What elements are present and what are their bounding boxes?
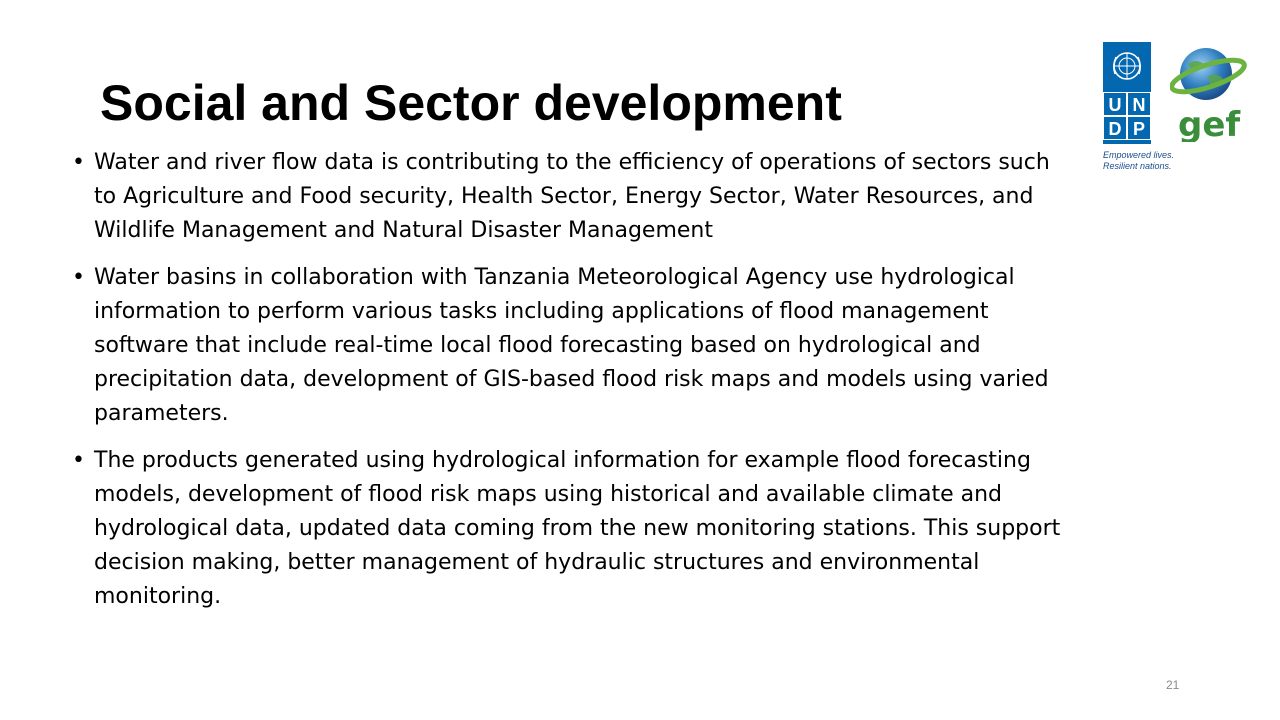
gef-text: gef	[1178, 105, 1241, 142]
undp-tagline-line2: Resilient nations.	[1103, 161, 1172, 171]
bullet-item	[72, 261, 1072, 432]
undp-logo	[1103, 42, 1151, 144]
page-number: 21	[1166, 678, 1180, 692]
undp-letters	[1103, 92, 1151, 140]
bullet-text: Water basins in collaboration with Tanzania Meteorological Agency use hydrological information to perform various tasks including applications of flood management software that include real-time local flood forecasting based on hydrological and precipitation data, development of GIS-based flood risk maps and models using varied parameters.	[94, 264, 1049, 427]
slide-title: Social and Sector development	[100, 75, 842, 131]
undp-letter: N	[1127, 92, 1151, 116]
bullet-item	[72, 146, 1072, 249]
bullet-list	[72, 146, 1072, 627]
bullet-item	[72, 444, 1072, 615]
bullet-marker: •	[72, 150, 85, 175]
undp-letter: D	[1103, 116, 1127, 140]
undp-tagline-line1: Empowered lives.	[1103, 150, 1175, 160]
bullet-marker: •	[72, 264, 85, 290]
bullet-marker: •	[72, 447, 85, 473]
gef-logo	[1170, 42, 1252, 142]
undp-letter: U	[1103, 92, 1127, 116]
partner-logos	[1100, 40, 1255, 180]
undp-tagline	[1103, 150, 1183, 172]
undp-letter: P	[1127, 116, 1151, 140]
bullet-text: Water and river flow data is contributing to the efficiency of operations of sectors such to Agriculture and Food security, Health Sector, Energy Sector, Water Resources, and Wildlife Management and Natural Disaster Management	[94, 150, 1050, 244]
bullet-text: The products generated using hydrological information for example flood forecasting models, development of flood risk maps using historical and available climate and hydrological data, updated data coming from the new monitoring stations. This support decision making, better management of hydraulic structures and environmental monitoring.	[94, 447, 1061, 610]
un-emblem-icon	[1109, 48, 1145, 84]
